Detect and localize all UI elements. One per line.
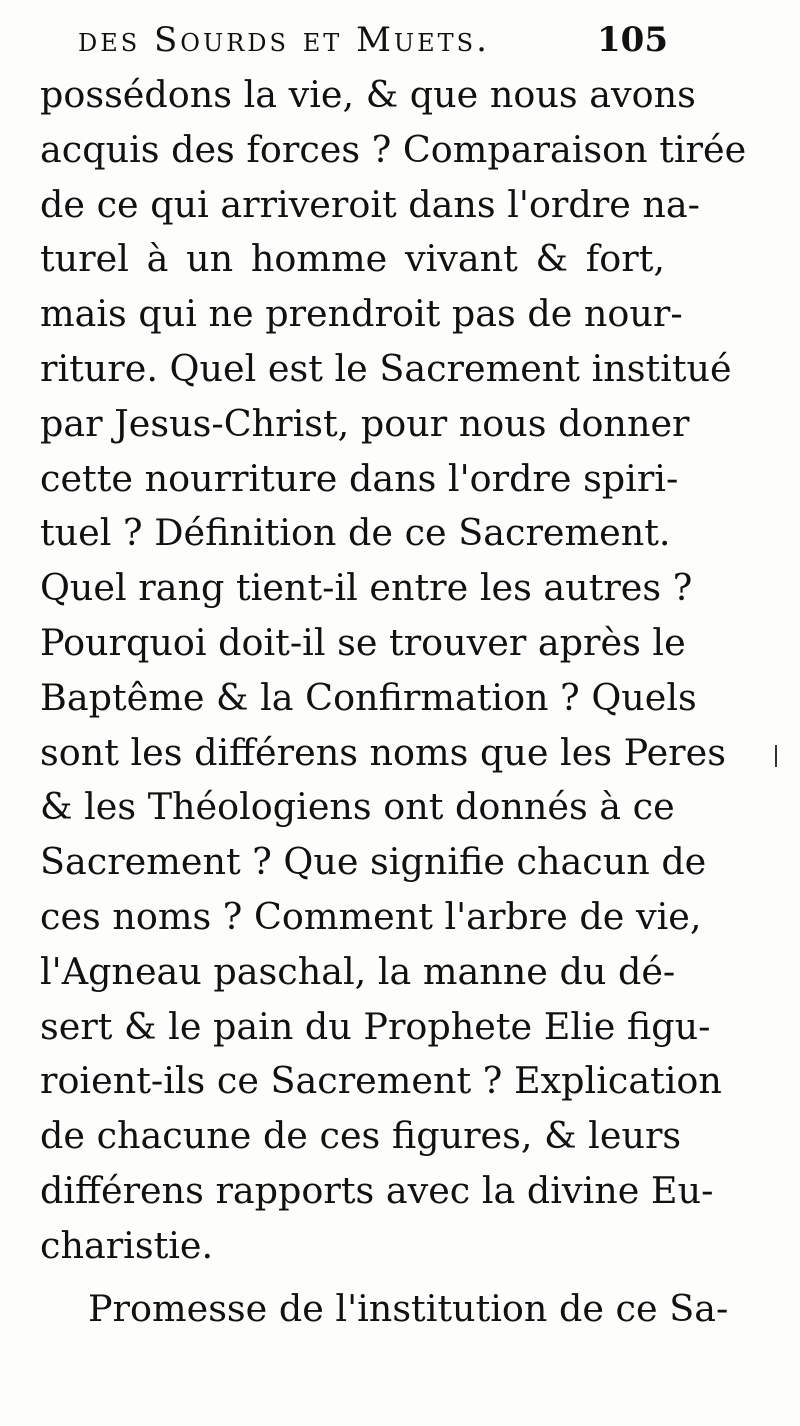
text-line: sont les différens noms que les Peres — [40, 730, 726, 774]
text-line: de chacune de ces figures, & leurs — [40, 1114, 682, 1158]
body-text — [40, 68, 747, 1336]
text-line: différens rapports avec la divine Eu- — [40, 1168, 714, 1212]
text-line: tuel ? Définition de ce Sacrement. — [40, 511, 671, 555]
page-header — [78, 20, 668, 70]
running-title: des Sourds et Muets. — [78, 20, 490, 60]
text-line: Sacrement ? Que signifie chacun de — [40, 840, 707, 884]
text-line: de ce qui arriveroit dans l'ordre na- — [40, 182, 700, 226]
text-line: par Jesus-Christ, pour nous donner — [40, 401, 690, 445]
text-line: cette nourriture dans l'ordre spiri- — [40, 456, 679, 500]
text-line: turel à un homme vivant & fort, — [40, 237, 665, 281]
text-line: riture. Quel est le Sacrement institué — [40, 346, 732, 390]
text-line: sert & le pain du Prophete Elie figu- — [40, 1004, 711, 1048]
text-line: roient-ils ce Sacrement ? Explication — [40, 1059, 722, 1103]
text-line: l'Agneau paschal, la manne du dé- — [40, 949, 676, 993]
text-line: possédons la vie, & que nous avons — [40, 73, 696, 116]
page-number: 105 — [597, 20, 668, 60]
text-line: Baptême & la Confirmation ? Quels — [40, 675, 697, 719]
text-line: Quel rang tient-il entre les autres ? — [40, 566, 693, 610]
margin-mark — [775, 745, 777, 767]
text-line: mais qui ne prendroit pas de nour- — [40, 292, 683, 336]
text-line: charistie. — [40, 1223, 214, 1267]
text-line: Pourquoi doit-il se trouver après le — [40, 620, 686, 664]
text-line: ces noms ? Comment l'arbre de vie, — [40, 894, 702, 938]
text-line: & les Théologiens ont donnés à ce — [40, 785, 675, 829]
text-line: acquis des forces ? Comparaison tirée — [40, 127, 747, 171]
paragraph-start-line: Promesse de l'institution de ce Sa- — [88, 1286, 729, 1330]
